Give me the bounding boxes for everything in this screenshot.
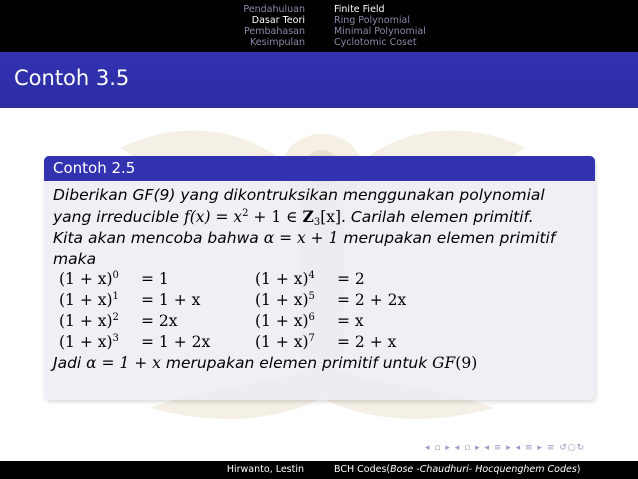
power-equation: [59, 311, 255, 332]
text-segment: Kita akan mencoba bahwa: [53, 229, 264, 247]
subsection-navigation: [334, 4, 426, 48]
power-exponent: 0: [112, 270, 119, 281]
footer-author: Hirwanto, Lestin: [226, 464, 304, 475]
nav-section-icon[interactable]: ◂ ≡ ▸: [484, 443, 512, 453]
power-exponent: 4: [308, 270, 315, 281]
math-segment: α = 1 + x: [86, 354, 161, 372]
power-equation: [59, 290, 255, 311]
nav-section-dasar-teori[interactable]: Dasar Teori: [251, 15, 305, 26]
math-segment: GF: [432, 354, 456, 372]
power-exponent: 2: [112, 312, 119, 323]
statement-line-2: [53, 206, 586, 228]
power-base: (1 + x): [255, 291, 309, 309]
power-exponent: 1: [112, 291, 119, 302]
power-base: (1 + x): [59, 333, 113, 351]
footer-bar: [0, 461, 638, 479]
statement-line-1: Diberikan GF(9) yang dikontruksikan menggunakan polynomial: [53, 186, 545, 204]
example-block-body: [44, 181, 595, 400]
math-superscript: 2: [242, 208, 249, 219]
statement-line-4: maka: [53, 250, 97, 268]
power-equation: [255, 311, 405, 332]
section-navigation: [243, 4, 305, 48]
footer-title-text: BCH Codes(: [334, 464, 391, 475]
power-equation: [255, 269, 405, 290]
example-block-title: Contoh 2.5: [44, 156, 595, 181]
math-segment: [x].: [320, 208, 351, 226]
nav-search-icon[interactable]: ↺○↻: [559, 443, 586, 453]
power-base: (1 + x): [255, 312, 309, 330]
math-segment: + 1 ∈: [248, 208, 303, 226]
footer-title-italic: Bose -Chaudhuri- Hocquenghem Codes: [390, 464, 577, 475]
nav-section-kesimpulan[interactable]: Kesimpulan: [250, 37, 305, 48]
nav-section-pendahuluan[interactable]: Pendahuluan: [243, 4, 305, 15]
math-segment: α = x + 1: [263, 229, 339, 247]
power-equation: [255, 332, 405, 353]
text-segment: merupakan elemen primitif untuk: [160, 354, 433, 372]
beamer-navigation-symbols: [425, 443, 585, 453]
power-exponent: 3: [112, 333, 119, 344]
math-segment: (9): [455, 354, 478, 372]
power-exponent: 6: [308, 312, 315, 323]
power-equation: [59, 269, 255, 290]
nav-subsection-ring-polynomial[interactable]: Ring Polynomial: [334, 15, 410, 26]
power-base: (1 + x): [59, 291, 113, 309]
power-exponent: 7: [308, 333, 315, 344]
nav-section-pembahasan[interactable]: Pembahasan: [244, 26, 305, 37]
text-segment: Jadi: [53, 354, 87, 372]
power-exponent: 5: [308, 291, 315, 302]
nav-subsection-cyclotomic-coset[interactable]: Cyclotomic Coset: [334, 37, 417, 48]
nav-subsection-finite-field[interactable]: Finite Field: [334, 4, 385, 15]
nav-subsection-minimal-polynomial[interactable]: Minimal Polynomial: [334, 26, 426, 37]
power-equation: [59, 332, 255, 353]
nav-frame-right-icon[interactable]: ◂ ▫ ▸: [454, 443, 481, 453]
power-result: = 1 + x: [141, 291, 201, 309]
footer-presentation-title: [334, 464, 581, 475]
example-block: [44, 156, 595, 400]
power-result: = 2: [337, 270, 365, 288]
text-segment: yang irreducible: [53, 208, 184, 226]
power-base: (1 + x): [255, 270, 309, 288]
math-segment: f(x) = x: [183, 208, 243, 226]
power-base: (1 + x): [255, 333, 309, 351]
conclusion-line: [53, 353, 586, 374]
power-result: = 2x: [141, 312, 178, 330]
powers-table: [59, 269, 586, 353]
power-base: (1 + x): [59, 312, 113, 330]
power-result: = 1 + 2x: [141, 333, 211, 351]
frame-title: Contoh 3.5: [14, 66, 130, 90]
text-segment: merupakan elemen primitif: [338, 229, 556, 247]
nav-align-icon[interactable]: ≡: [546, 443, 556, 453]
math-integers-symbol: Z: [302, 207, 314, 226]
math-subscript: 3: [313, 217, 321, 228]
power-result: = 1: [141, 270, 169, 288]
nav-subsection-icon[interactable]: ◂ ≡ ▸: [515, 443, 543, 453]
power-result: = 2 + x: [337, 333, 397, 351]
text-segment: Carilah elemen primitif.: [350, 208, 534, 226]
power-equation: [255, 290, 405, 311]
statement-line-3: [53, 228, 586, 249]
footer-title-text: ): [576, 464, 581, 475]
power-result: = x: [337, 312, 364, 330]
frame-title-bar: [0, 52, 638, 108]
nav-frame-left-icon[interactable]: ◂ ▫ ▸: [425, 443, 451, 453]
header-navigation-bar: [0, 0, 638, 52]
power-result: = 2 + 2x: [337, 291, 407, 309]
power-base: (1 + x): [59, 270, 113, 288]
